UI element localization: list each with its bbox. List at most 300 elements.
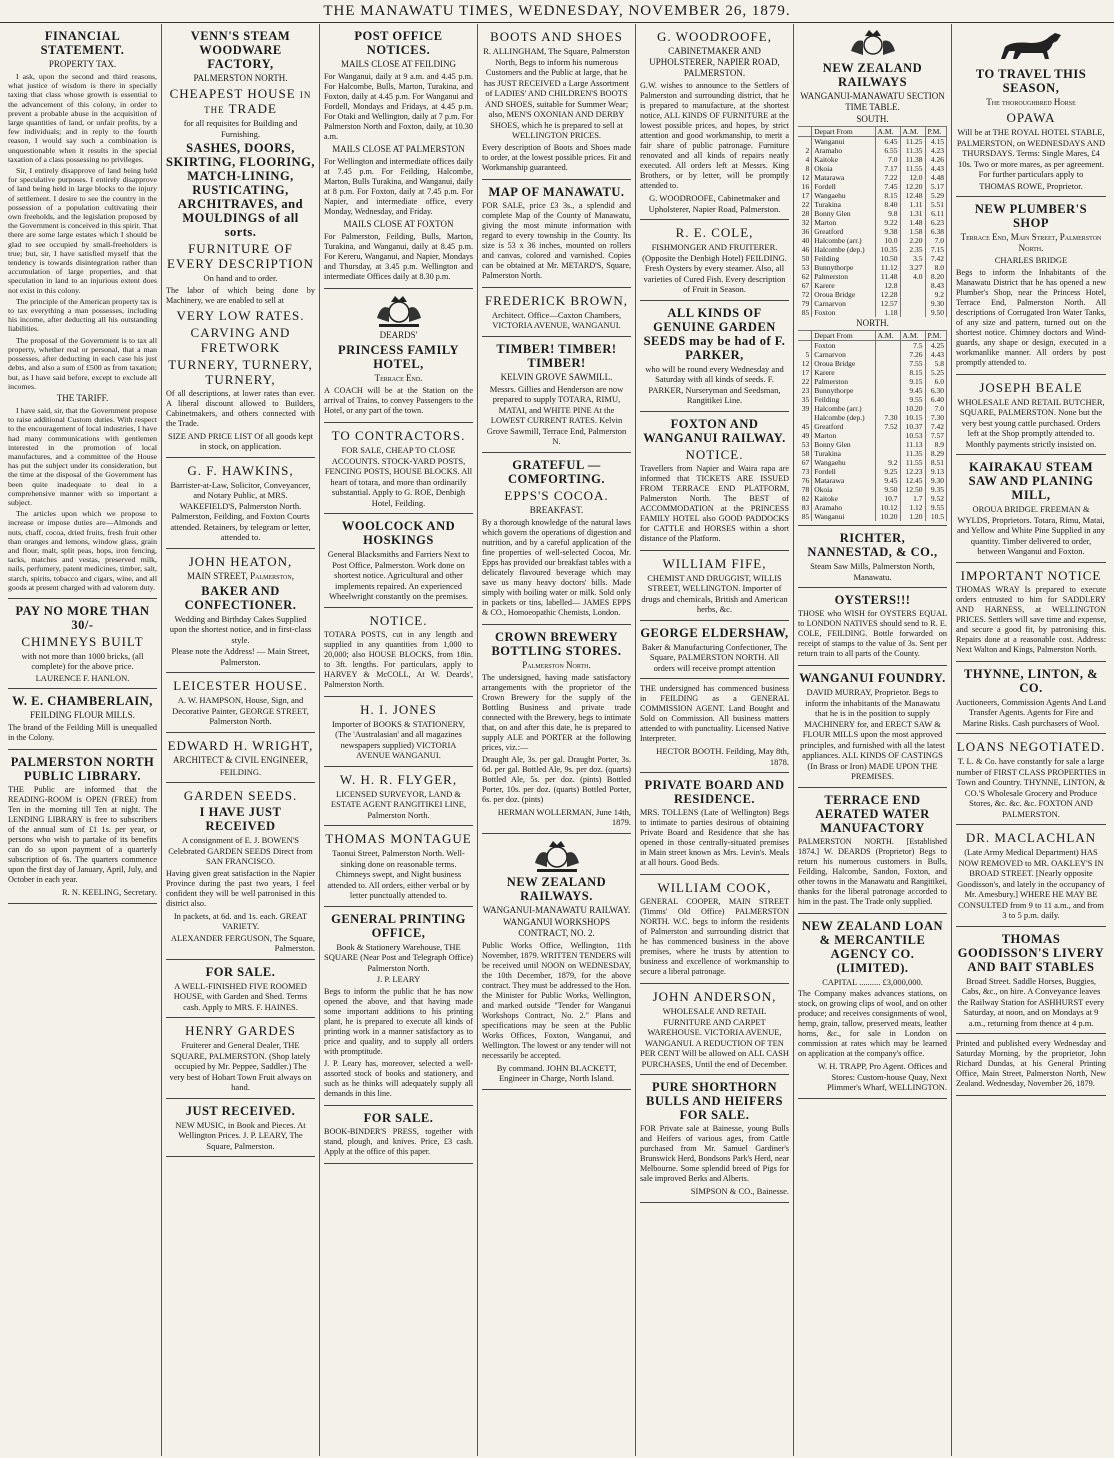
station-name: Greatford <box>812 422 875 431</box>
advert-heading: HENRY GARDES <box>185 1023 296 1038</box>
am-header: A.M. <box>875 127 900 137</box>
time-cell: 8.0 <box>925 263 946 272</box>
time-cell: 12.28 <box>875 290 900 299</box>
advert-body: The undersigned, having made satisfactory arrangements with the proprietor of the Crown Brewery for the supply of the Bottling Business and private trade connected with the Brewery, begs to intimate that, on and after this date, he is prepared to supply ALE and PORTER at the following prices, viz.:— <box>482 672 631 752</box>
time-cell: 7.52 <box>875 422 900 431</box>
advert-body: WHOLESALE AND RETAIL BUTCHER, SQUARE, PALMERSTON. None but the very best young cattle purchased. Orders left at the Shop promptly attended to. Monthly payments strictly insisted on. <box>957 396 1105 449</box>
advert-title: CHIMNEYS BUILT <box>21 633 144 649</box>
station-name: Foxton <box>812 341 875 351</box>
timetable-row <box>798 449 947 458</box>
advert-heading: NOTICE. <box>369 612 428 628</box>
time-cell: 5.17 <box>925 182 946 191</box>
time-cell: 10.12 <box>875 503 900 512</box>
advert-subhead: MAILS CLOSE AT FEILDING <box>340 59 457 69</box>
time-cell: 3.27 <box>900 263 925 272</box>
loan-agency-advert <box>798 914 947 1099</box>
time-cell <box>900 299 925 308</box>
time-cell: 7.57 <box>925 431 946 440</box>
horse-icon <box>991 29 1071 65</box>
advert-subhead: KELVIN GROVE SAWMILL. <box>500 371 613 382</box>
time-cell: 7.42 <box>925 254 946 263</box>
advert-title: EPPS'S COCOA. <box>504 487 609 503</box>
advert-body: G.W. wishes to announce to the Settlers of Palmerston and surrounding district, that he is prepared to manufacture, at the shortest notice, ALL KINDS OF FURNITURE at the lowest possible prices, and hopes, by strict attention and good workmanship, to merit a fair share of public patronage. Furniture renovated and all kinds of repairs neatly executed. All orders left at Messrs. King Brothers, or by letter, will be promptly attended to. <box>640 81 789 190</box>
time-cell: 9.30 <box>925 299 946 308</box>
jones-advert <box>324 697 473 767</box>
advert-heading: PURE SHORTHORN BULLS AND HEIFERS FOR SALE. <box>645 1080 783 1122</box>
foundry-advert <box>798 666 947 788</box>
advert-subhead: Palmerston North. <box>522 659 591 670</box>
column-1 <box>4 24 162 1456</box>
time-cell: 10.53 <box>900 431 925 440</box>
miles-cell: 67 <box>798 458 812 467</box>
time-cell: 5.25 <box>925 368 946 377</box>
advert-body: Barrister-at-Law, Solicitor, Conveyancer, and Notary Public, at MRS. WAKEFIELD'S, Palmerston North. Palmerston, Feilding, and Foxton Courts attended. Retainers, by telegram or letter, attended to. <box>170 479 311 542</box>
time-cell: 7.30 <box>925 413 946 422</box>
wright-advert <box>166 733 315 784</box>
article-paragraph: The proposal of the Government is to tax all property, whether real or personal, that a man possesses, after deducting in each case his just debts, and also a sum of £500 as from taxation; but, as I have said before, except to exclude all incomes. <box>8 335 157 391</box>
depart-header: Depart From <box>812 331 875 341</box>
miles-cell: 79 <box>798 299 812 308</box>
loans-advert <box>956 734 1106 825</box>
station-name: Foxton <box>812 308 875 317</box>
time-cell: 10.15 <box>900 413 925 422</box>
time-cell: 12.48 <box>900 191 925 200</box>
chamberlain-advert <box>8 689 157 750</box>
advert-body: A COACH will be at the Station on the arrival of Trains, to convey Passengers to the Hotel, or any part of the town. <box>324 386 473 415</box>
timetable-row <box>798 458 947 467</box>
time-cell: 4.43 <box>925 350 946 359</box>
station-name: Turakina <box>812 200 875 209</box>
advert-body: THOMAS WRAY Is prepared to execute orders entrusted to him for SADDLERY AND HARNESS, at WELLINGTON PRICES. Settlers will save time and expense, and secure a good fit, by patronising this. Repairs done at a reasonable cost. Address: Next Walton and Kings, Palmerston North. <box>956 584 1106 654</box>
cook-advert <box>640 875 789 984</box>
advert-body: The brand of the Feilding Mill is unequalled in the Colony. <box>8 723 157 743</box>
time-cell: 7.22 <box>875 173 900 182</box>
timetable-row <box>798 200 947 209</box>
advert-body: J. P. Leary has, moreover, selected a well-assorted stock of books and stationery, and such as he thinks will adequately supply all demands in this line. <box>324 1058 473 1098</box>
time-cell: 11.12 <box>875 263 900 272</box>
timetable-row <box>798 485 947 494</box>
time-cell: 9.8 <box>875 209 900 218</box>
time-cell: 6.23 <box>925 218 946 227</box>
time-cell: 1.20 <box>900 512 925 521</box>
timetable-subtitle: WANGANUI-MANAWATU SECTION TIME TABLE. <box>800 91 945 112</box>
advert-heading: JOSEPH BEALE <box>979 379 1083 395</box>
advert-body: R. ALLINGHAM, The Square, Palmerston North, Begs to inform his numerous Customers and the Public at large, that he has JUST RECEIVED a Large Assortment of LADIES' AND CHILDREN'S BOOTS AND SHOES, suitable for Summer Wear; also, MEN'S OXONIAN AND DERBY SHOES, which he is prepared to sell at WELLINGTON PRICES. <box>483 46 630 140</box>
article-subhead: THE TARIFF. <box>56 392 109 403</box>
time-cell <box>875 404 900 413</box>
advert-body: Book & Stationery Warehouse, THE SQUARE (Near Post and Telegraph Office) Palmerston North. <box>324 941 473 973</box>
time-cell: 12.8 <box>875 281 900 290</box>
advert-heading: FOR SALE. <box>205 964 276 979</box>
advert-body: OROUA BRIDGE. FREEMAN & WYLDS, Proprietors. Totara, Rimu, Matai, and Yellow and White Pine Supplied in any quantity. Timber delivered to order, between Wanganui and Foxton. <box>956 504 1106 556</box>
timetable-row <box>798 422 947 431</box>
time-cell: 11.13 <box>900 440 925 449</box>
time-cell: 7.0 <box>925 404 946 413</box>
station-name: Turakina <box>812 449 875 458</box>
timetable-row <box>798 263 947 272</box>
advert-body: Of all descriptions, at lower rates than ever. A liberal discount allowed to Builders, Cabinetmakers, and others connected with the Trade. <box>166 388 315 428</box>
advert-heading: WILLIAM COOK, <box>657 880 772 895</box>
advert-body: FEILDING. <box>219 766 262 777</box>
time-cell: 4.23 <box>925 146 946 155</box>
advert-heading: JUST RECEIVED. <box>185 1103 296 1118</box>
advert-heading: POST OFFICE NOTICES. <box>354 29 443 57</box>
station-name: Carnarvon <box>812 299 875 308</box>
time-cell <box>875 449 900 458</box>
miles-cell <box>798 341 812 351</box>
miles-cell: 53 <box>798 440 812 449</box>
advert-body: General Blacksmiths and Farriers Next to Post Office, Palmerston. Work done on shortest notice. Agricultural and other implements repaired. An experienced Wheelwright constantly on the premises. <box>327 549 470 601</box>
timber-advert <box>482 337 631 453</box>
miles-cell: 76 <box>798 476 812 485</box>
time-cell: 5.8 <box>925 359 946 368</box>
column-5 <box>636 24 794 1456</box>
advert-title: VERY LOW RATES. <box>176 307 305 323</box>
brown-advert <box>482 288 631 337</box>
goodisson-advert <box>956 927 1106 1035</box>
time-cell: 11.35 <box>900 146 925 155</box>
wray-advert <box>956 563 1106 662</box>
station-name: Feilding <box>812 254 875 263</box>
advert-signature: SIMPSON & CO., Bainesse. <box>690 1186 789 1196</box>
time-cell: 8.15 <box>900 368 925 377</box>
advert-heading: NEW ZEALAND LOAN & MERCANTILE AGENCY CO. (LIMITED). <box>801 918 944 975</box>
advert-signature: G. WOODROOFE, Cabinetmaker and Upholsterer, Napier Road, Palmerston. <box>648 193 781 214</box>
advert-body: NEW MUSIC, in Book and Pieces. At Wellington Prices. J. P. LEARY, The Square, Palmerston. <box>175 1119 306 1151</box>
time-cell: 4.25 <box>925 341 946 351</box>
advert-heading: RICHTER, NANNESTAD, & CO., <box>807 531 938 559</box>
pm-header: P.M. <box>925 331 946 341</box>
price-list: Draught Ale, 3s. per gal. Draught Porter, 3s. 6d. per gal. Bottled Ale, 9s. per doz. (quarts) Bottled Ale, 5s. per doz. (pints) Bottled Porter, 10s. per doz. (quarts) Bottled Porter, 6s. per doz. (pints) <box>482 754 631 804</box>
timetable-row <box>798 440 947 449</box>
kairakau-advert <box>956 455 1106 563</box>
music-advert <box>166 1099 315 1158</box>
advert-heading: W. E. CHAMBERLAIN, <box>12 694 153 709</box>
masthead: THE MANAWATU TIMES, WEDNESDAY, NOVEMBER 26, 1879. <box>0 0 1114 23</box>
time-cell: 6.0 <box>925 377 946 386</box>
station-name: Palmerston <box>812 377 875 386</box>
time-cell: 12.50 <box>900 485 925 494</box>
advert-body: For Wellington and intermediate offices daily at 7.45 p.m. For Feilding, Halcombe, Marton, Bulls Turakina, and Wanganui, daily at 8 p.m. For Foxton, daily at 7.45 p.m. For Napier, and intermediate office, every Monday, Wednesday, and Friday. <box>324 157 473 216</box>
time-cell <box>900 290 925 299</box>
richter-advert <box>798 526 947 588</box>
advert-body: PALMERSTON NORTH. [Established 1874.] W. DEARDS (Proprietor) Begs to return his numerous customers in Bulls, Feilding, Halcombe, Sandon, Foxton, and other towns in the Manawatu and Rangitikei, thanks for the liberal patronage accorded to him in the past. The Trade only supplied. <box>798 836 947 906</box>
time-cell: 1.11 <box>900 200 925 209</box>
time-cell: 12.23 <box>900 467 925 476</box>
thynne-linton-advert <box>956 662 1106 735</box>
timetable-row <box>798 146 947 155</box>
advert-subhead: The thoroughbred Horse <box>986 97 1076 107</box>
advert-body: for all requisites for Building and Furnishing. <box>183 118 298 139</box>
time-cell: 7.15 <box>925 245 946 254</box>
station-name: Okoia <box>812 485 875 494</box>
advert-body: The labor of which being done by Machinery, we are enabled to sell at <box>166 285 315 305</box>
advert-body: Begs to inform the public that he has now opened the above, and that having made some important additions to his printing plant, he is prepared to execute all kinds of printing work in a manner satisfactory as to price and quality, and to supply all orders with promptitude. <box>324 986 473 1056</box>
station-name: Carnarvon <box>812 350 875 359</box>
maclachlan-advert <box>956 825 1106 927</box>
advert-heading: G. WOODROOFE, <box>657 29 772 44</box>
column-3 <box>320 24 478 1456</box>
timetable-row <box>798 236 947 245</box>
time-cell: 7.30 <box>875 413 900 422</box>
advert-body: Auctioneers, Commission Agents And Land Transfer Agents. Agents for Fire and Marine Risks. Cash purchasers of Wool. <box>956 696 1106 728</box>
advert-body: A consignment of E. J. BOWEN'S Celebrated GARDEN SEEDS Direct from SAN FRANCISCO. <box>168 835 313 866</box>
station-name: Bonny Glen <box>812 209 875 218</box>
heaton-advert <box>166 549 315 674</box>
advert-heading: THOMAS GOODISSON'S LIVERY AND BAIT STABLES <box>957 931 1105 974</box>
station-name: Matarawa <box>812 476 875 485</box>
miles-cell: 53 <box>798 263 812 272</box>
time-cell: 9.13 <box>925 467 946 476</box>
miles-cell: 32 <box>798 218 812 227</box>
miles-cell: 58 <box>798 449 812 458</box>
article-paragraph: I ask, upon the second and third reasons, what justice of wisdom is there in specially taxing that class whose growth is essential to the advancement of this colony, in order to prevent a probable abuse in the acquisition of large quantities of land, or unfair profits, by a few individuals; and in reply to the fourth reason, I would say such a combination is unquestionable when it results in the special taxation of a class possessing no privileges. <box>8 72 157 164</box>
station-name: Halcombe (dep.) <box>812 245 875 254</box>
advert-heading: BOOTS AND SHOES <box>490 29 623 44</box>
advert-heading: LOANS NEGOTIATED. <box>956 739 1106 754</box>
leicester-house-advert <box>166 673 315 733</box>
advert-body: Please note the Address! — Main Street, Palmerston. <box>171 646 310 667</box>
princess-hotel-advert <box>324 289 473 423</box>
advert-subhead: MAILS CLOSE AT PALMERSTON <box>332 144 465 154</box>
advert-body: CHEMIST AND DRUGGIST, WILLIS STREET, WELLINGTON. Importer of drugs and chemicals, British and American herbs, &c. <box>641 572 788 614</box>
timetable-row <box>798 494 947 503</box>
advert-heading: TIMBER! TIMBER! TIMBER! <box>496 341 617 370</box>
time-cell: 10.7 <box>875 494 900 503</box>
advert-subhead: MAILS CLOSE AT FOXTON <box>343 219 454 229</box>
timetable-row <box>798 431 947 440</box>
timetable-direction: SOUTH. <box>856 114 889 124</box>
miles-cell: 2 <box>798 146 812 155</box>
station-name: Oroua Bridge <box>812 359 875 368</box>
station-name: Greatford <box>812 227 875 236</box>
advert-body: (Late Army Medical Department) HAS NOW REMOVED to MR. OAKLEY'S IN BROAD STREET. [Nearly opposite Goodisson's, and lately in the occupancy of Mr. Amesbury.] WHERE HE MAY BE CONSULTED from 9 to 11 a.m., and from 3 to 5 p.m. daily. <box>957 847 1105 920</box>
advert-body: Steam Saw Mills, Palmerston North, Manawatu. <box>810 561 935 582</box>
time-cell: 11.55 <box>900 164 925 173</box>
advert-heading: PRINCESS FAMILY HOTEL, <box>337 343 460 371</box>
plumber-advert <box>956 197 1106 375</box>
time-cell: 12.0 <box>900 173 925 182</box>
time-cell: 7.0 <box>875 155 900 164</box>
time-cell: 12.45 <box>900 476 925 485</box>
time-cell: 7.5 <box>900 341 925 351</box>
article-paragraph: The principle of the American property tax is to tax everything a man possesses, including his income, after deducting all his outstanding liabilities. <box>8 296 157 334</box>
time-cell: 9.2 <box>875 458 900 467</box>
miles-cell <box>798 413 812 422</box>
miles-cell: 82 <box>798 494 812 503</box>
miles-cell: 28 <box>798 209 812 218</box>
miles-cell: 17 <box>798 368 812 377</box>
time-cell: 9.50 <box>875 485 900 494</box>
advert-body: THOSE who WISH for OYSTERS EQUAL to LONDON NATIVES should send to R. E. COLE, FEILDING. Bottle forwarded on receipt of stamps to the value of 3s. Sent per return train to all parts of the County. <box>798 609 947 658</box>
timetable-row <box>798 308 947 317</box>
advert-heading: TO TRAVEL THIS SEASON, <box>975 67 1087 95</box>
station-name: Feilding <box>812 395 875 404</box>
time-cell: 11.55 <box>900 458 925 467</box>
timetable-row <box>798 467 947 476</box>
time-cell: 9.30 <box>925 476 946 485</box>
time-cell <box>875 368 900 377</box>
advert-title: TURNERY, TURNERY, TURNERY, <box>168 356 313 387</box>
miles-cell: 23 <box>798 386 812 395</box>
advert-signature: W. H. TRAPP, Pro Agent. Offices and Stores: Custom-house Quay, Next Plimmer's Wharf, WELLINGTON. <box>817 1061 947 1092</box>
time-cell: 5.29 <box>925 191 946 200</box>
time-cell: 10.37 <box>900 422 925 431</box>
timetable-row <box>798 209 947 218</box>
advert-heading: TO CONTRACTORS. <box>331 428 466 443</box>
time-cell: 6.38 <box>925 227 946 236</box>
advert-body: Messrs. Gillies and Henderson are now prepared to supply TOTARA, RIMU, MATAI, and WHITE PINE At the LOWEST CURRENT RATES. Kelvin Grove Sawmill, Terrace End, Palmerston N. <box>486 383 627 446</box>
advert-heading: FOXTON AND WANGANUI RAILWAY. <box>643 416 786 445</box>
timetable-row <box>798 164 947 173</box>
time-cell: 8.51 <box>925 458 946 467</box>
beale-advert <box>956 375 1106 456</box>
printing-office-advert <box>324 907 473 1106</box>
article-title: FINANCIAL STATEMENT. <box>40 29 125 57</box>
advert-name: CHARLES BRIDGE <box>994 255 1068 265</box>
miles-cell: 12 <box>798 173 812 182</box>
time-cell: 3.5 <box>900 254 925 263</box>
station-name: Okoia <box>812 164 875 173</box>
advert-heading: NEW PLUMBER'S SHOP <box>974 202 1088 230</box>
station-name: Karere <box>812 281 875 290</box>
advert-heading: NEW ZEALAND RAILWAYS. <box>506 874 607 903</box>
advert-subhead: Terrace End, Main Street, Palmerston North. <box>960 232 1102 253</box>
station-name: Kaitoke <box>812 155 875 164</box>
time-cell: 8.9 <box>925 440 946 449</box>
printer-imprint: Printed and published every Wednesday and Saturday Morning, by the proprietor, John Richard Dundas, at his General Printing Office, Main Street, Palmerston North, New Zealand. Wednesday, November 26, 1879. <box>956 1039 1106 1088</box>
miles-cell: 83 <box>798 503 812 512</box>
advert-body: Begs to inform the Inhabitants of the Manawatu District that he has opened a new Plumber's Shop, near the Princess Hotel, Terrace End, Palmerston North. All descriptions of Corrugated Iron Water Tanks, of any size and pattern, turned out on the shortest notice. Chimney doctors and Wind-guards, any shape or design, executed in a workmanlike manner. All orders by post promptly attended to. <box>956 267 1106 367</box>
station-name: Wanganui <box>812 512 875 521</box>
am-header: A.M. <box>900 331 925 341</box>
woolcock-advert <box>324 514 473 608</box>
time-cell <box>900 281 925 290</box>
miles-cell: 78 <box>798 485 812 494</box>
time-cell: 1.7 <box>900 494 925 503</box>
chimneys-advert <box>8 599 157 690</box>
time-cell: 9.52 <box>925 494 946 503</box>
miles-cell: 40 <box>798 236 812 245</box>
timetable-row <box>798 404 947 413</box>
time-cell: 8.43 <box>925 281 946 290</box>
time-cell: 11.35 <box>900 449 925 458</box>
timetable-row <box>798 227 947 236</box>
miles-cell <box>798 137 812 147</box>
time-cell: 4.48 <box>925 173 946 182</box>
advert-body: FISHMONGER AND FRUITERER. (Opposite the Denbigh Hotel) FEILDING. Fresh Oysters by every steamer. Also, all varieties of Cured Fish. Every description of Fruit in Season. <box>642 242 787 294</box>
advert-body: T. L. & Co. have constantly for sale a large number of FIRST CLASS PROPERTIES in Town and Country. THYNNE, LINTON, & CO.'S Wholesale Grocery and Produce Stores, &c. &c. &c. FOXTON AND PALMERSTON. <box>956 756 1106 819</box>
timetable-row <box>798 182 947 191</box>
post-office-notices <box>324 24 473 289</box>
time-cell: 4.0 <box>900 272 925 281</box>
advert-body: Every description of Boots and Shoes made to order, at the lowest possible prices. Fit and Workmanship guaranteed. <box>482 142 631 172</box>
advert-body: Having given great satisfaction in the Napier Province during the past two years, I feel confident they will be well patronised in this district also. <box>166 868 315 908</box>
advert-heading: KAIRAKAU STEAM SAW AND PLANING MILL, <box>968 460 1094 502</box>
advert-body: FOR Private sale at Bainesse, young Bulls and Heifers of various ages, from Cattle purchased from Mr. Samuel Gardiner's Brunswick Herd, Bondsons Park's Herd, near Melbourne. Some splendid breed of Pigs for sale improved Berks and Alberts. <box>640 1124 789 1183</box>
timetable-row <box>798 341 947 351</box>
advert-heading: DR. MACLACHLAN <box>965 830 1097 845</box>
advert-signature: J. P. LEARY <box>376 974 421 984</box>
timetable-row <box>798 137 947 147</box>
time-cell <box>875 440 900 449</box>
advert-body: Architect. Office—Caxton Chambers, VICTORIA AVENUE, WANGANUI. <box>491 309 622 330</box>
advert-heading: IMPORTANT NOTICE <box>960 567 1102 583</box>
advert-body: Public Works Office, Wellington, 11th November, 1879. WRITTEN TENDERS will be received until NOON on WEDNESDAY, the 10th December, 1879, for the above contract. They must be addressed to the Hon. the Minister for Public Works, Wellington, and marked outside "Tender for Wanganui Workshops Contract, No. 2." Plans and specifications may be seen at the Public Works Offices, Foxton, Wanganui, and Wellington. The lowest or any tender will not necessarily be accepted. <box>482 940 632 1060</box>
timetable-body <box>798 341 947 522</box>
time-cell: 5.51 <box>925 200 946 209</box>
timetable-row <box>798 155 947 164</box>
advert-body: By a thorough knowledge of the natural laws which govern the operations of digestion and nutrition, and by a careful application of the fine properties of well-selected Cocoa, Mr. Epps has provided our breakfast tables with a delicately flavoured beverage which may save us many heavy doctors' bills. Made simply with boiling water or milk. Sold only in packets or tins, labelled— JAMES EPPS & CO., Homoeopathic Chemists, London. <box>482 517 631 617</box>
time-cell: 9.45 <box>875 476 900 485</box>
advert-heading: FREDERICK BROWN, <box>484 292 629 308</box>
station-name: Fordell <box>812 467 875 476</box>
advert-signature: R. N. KEELING, Secretary. <box>61 887 157 898</box>
advert-body: THE Public are informed that the READING-ROOM is OPEN (FREE) from Ten in the morning till Ten at night. The LENDING LIBRARY is free to subscribers of the annual sum of £1 1s. per year, or persons who wish to partake of its benefits can do so upon payment of a quarterly subscription of 6s. The quarters commence upon the first day of January, April, July, and October in each year. <box>8 785 157 885</box>
column-2 <box>162 24 320 1456</box>
timetable-body <box>798 137 947 318</box>
advert-title: FURNITURE OF EVERY DESCRIPTION <box>167 241 314 271</box>
advert-body: Fruiterer and General Dealer, THE SQUARE, PALMERSTON. (Shop lately occupied by Mr. Peppee, Saddler.) The very best of Hobart Town Fruit always on hand. <box>169 1040 312 1092</box>
station-name: Bunnythorpe <box>812 386 875 395</box>
timetable-row <box>798 272 947 281</box>
advert-body: FOR SALE, price £3 3s., a splendid and complete Map of the County of Manawatu, giving the most minute information with regard to every township in the County. Its size is 53 x 36 inches, mounted on rollers and canvas, colored and varnished. Copies can be obtained at Mr. METARD'S, Square, Palmerston North. <box>482 200 631 280</box>
for-sale-house-advert <box>166 960 315 1019</box>
advert-heading: MAP OF MANAWATU. <box>488 184 625 199</box>
miles-cell: 85 <box>798 308 812 317</box>
miles-cell: 16 <box>798 182 812 191</box>
advert-body: Importer of BOOKS & STATIONERY, (The 'Australasian' and all magazines newspapers supplied) VICTORIA AVENUE WANGANUI. <box>331 718 466 760</box>
venn-advert <box>166 24 315 458</box>
montague-advert <box>324 826 473 907</box>
advert-body: GENERAL COOPER, MAIN STREET (Timms' Old Office) PALMERSTON NORTH. W.C. begs to inform the residents of Palmerston and surrounding district that he has commenced business in the above premises, where he trusts by attention to business and excellence of workmanship to secure a liberal patronage. <box>640 897 789 976</box>
time-cell <box>875 341 900 351</box>
advert-body: with not more than 1000 bricks, (all complete) for the above price. <box>21 650 144 672</box>
article-paragraph: The articles upon which we propose to increase or impose duties are—Almonds and nuts, chaff, cocoa, dried fruits, fresh fruit other than oranges and lemons, window glass, grain and flour, malt, split peas, hops, iron fencing, tacks, matches and vestas, preserved milk, nails, perfumery, patent medicines, timber, salt, starch, spirits, tobacco and cigars, wine, and all goods at present charged with ad valorem duty. <box>8 509 157 592</box>
time-cell: 9.25 <box>875 467 900 476</box>
time-cell: 11.48 <box>875 272 900 281</box>
column-4 <box>478 24 636 1456</box>
contractors-advert <box>324 423 473 514</box>
miles-header <box>798 331 812 341</box>
advert-heading: PALMERSTON NORTH PUBLIC LIBRARY. <box>10 755 155 784</box>
miles-cell: 73 <box>798 467 812 476</box>
timetable-row <box>798 254 947 263</box>
station-name: Marton <box>812 218 875 227</box>
miles-cell: 67 <box>798 281 812 290</box>
epps-cocoa-advert <box>482 453 631 625</box>
advert-heading: GEORGE ELDERSHAW, <box>640 625 789 640</box>
miles-cell: 45 <box>798 422 812 431</box>
station-name: Bonny Glen <box>812 440 875 449</box>
miles-cell: 50 <box>798 254 812 263</box>
timetable-row <box>798 368 947 377</box>
time-cell: 10.20 <box>900 404 925 413</box>
time-cell: 4.43 <box>925 164 946 173</box>
time-cell: 2.20 <box>900 236 925 245</box>
advert-heading: GRATEFUL — COMFORTING. <box>507 457 606 486</box>
financial-statement <box>8 24 157 599</box>
station-name: Wangaehu <box>812 458 875 467</box>
time-cell: 7.45 <box>875 182 900 191</box>
advert-heading: R. E. COLE, <box>675 225 754 240</box>
time-cell: 4.15 <box>925 137 946 147</box>
advert-signature: By command. JOHN BLACKETT, Engineer in Charge, North Island. <box>496 1062 617 1083</box>
time-cell <box>875 359 900 368</box>
miles-cell: 39 <box>798 404 812 413</box>
time-cell: 6.40 <box>925 395 946 404</box>
time-cell: 6.30 <box>925 386 946 395</box>
